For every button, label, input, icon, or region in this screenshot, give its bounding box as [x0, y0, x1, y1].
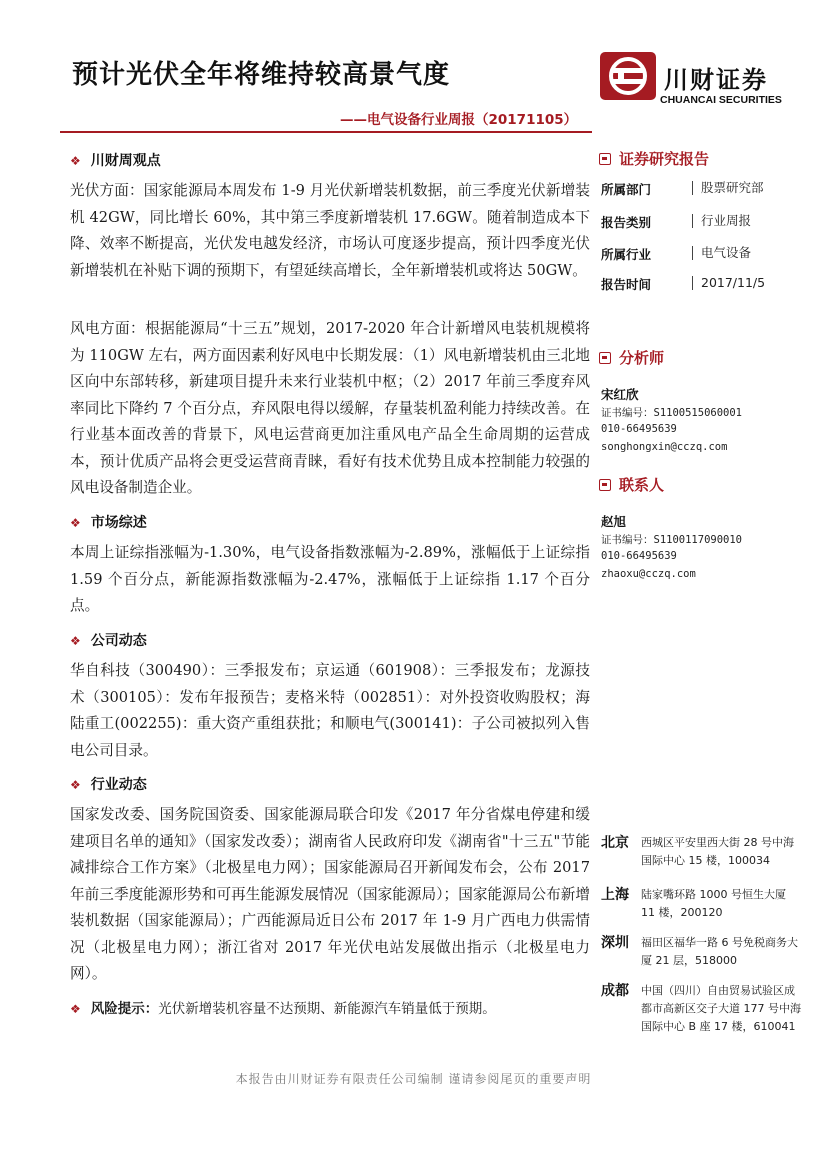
analyst-cert: 证书编号：S1100515060001: [601, 407, 743, 419]
report-title: 预计光伏全年将维持较高景气度: [72, 60, 451, 90]
analyst-email[interactable]: songhongxin@cczq.com: [601, 441, 728, 453]
meta-value: 行业周报: [692, 214, 751, 228]
contact-email[interactable]: zhaoxu@cczq.com: [601, 568, 696, 580]
footer-disclaimer: 本报告由川财证券有限责任公司编制 谨请参阅尾页的重要声明: [235, 1072, 592, 1086]
contact-cert: 证书编号：S1100117090010: [601, 534, 743, 546]
paragraph-pv: 光伏方面：国家能源局本周发布 1-9 月光伏新增装机数据，前三季度光伏新增装机 42GW，同比增长 60%，其中第三季度新增装机 17.6GW。随着制造成本下降、效率不断提高，光伏发电越发经济，市场认可度逐步提高，预计四季度光伏新增装机在补贴下调的预期下，有望延续高增长，全年新增装机或将达 50GW。: [70, 182, 590, 279]
contact-icon: [599, 479, 611, 491]
risk-warning: [70, 996, 590, 1023]
meta-value: 股票研究部: [692, 181, 764, 195]
risk-label: 风险提示：: [90, 1001, 159, 1017]
office-address: 西城区平安里西大街 28 号中海国际中心 15 楼，100034: [641, 836, 794, 867]
contact-name: 赵旭: [601, 514, 627, 529]
logo-name-en: CHUANCAI SECURITIES: [660, 94, 782, 106]
section-heading-view: ❖ 川财周观点: [70, 153, 161, 169]
paragraph-company: 华自科技（300490）：三季报发布；京运通（601908）：三季报发布；龙源技术（300105）：发布年报预告；麦格米特（002851）：对外投资收购股权；海陆重工(002255)：重大资产重组获批；和顺电气(300141)：子公司被拟列入售电公司目录。: [70, 662, 590, 759]
sidebar-heading-contact: 联系人: [599, 474, 664, 495]
paragraph-industry: 国家发改委、国务院国资委、国家能源局联合印发《2017 年分省煤电停建和缓建项目名单的通知》（国家发改委）；湖南省人民政府印发《湖南省"十三五"节能减排综合工作方案》（北极星电力网）；国家能源局召开新闻发布会，公布 2017 年前三季度能源形势和可再生能源发展情况（国家能源局）；国家能源局公布新增装机数据（国家能源局）；广西能源局近日公布 2017 年 1-9 月广西电力供需情况（北极星电力网）；浙江省对 2017 年光伏电站发展做出指示（北极星电力网）。: [70, 806, 590, 982]
risk-text: 光伏新增装机容量不达预期、新能源汽车销量低于预期。: [158, 1001, 496, 1017]
office-city: 成都: [601, 983, 629, 999]
diamond-bullet-icon: ❖: [70, 1002, 81, 1016]
analyst-name: 宋红欣: [601, 387, 639, 402]
section-heading-industry: ❖ 行业动态: [70, 777, 147, 793]
meta-value: 电气设备: [692, 246, 751, 260]
company-logo-icon: [600, 52, 656, 100]
report-icon: [599, 153, 611, 165]
diamond-bullet-icon: ❖: [70, 516, 81, 530]
logo-name-cn: 川财证券: [664, 66, 768, 94]
diamond-bullet-icon: ❖: [70, 154, 81, 168]
meta-label: 报告时间: [601, 277, 652, 292]
meta-label: 所属部门: [601, 182, 652, 197]
header-divider: [60, 131, 592, 133]
diamond-bullet-icon: ❖: [70, 634, 81, 648]
contact-phone: 010-66495639: [601, 550, 677, 562]
paragraph-wind: 风电方面：根据能源局“十三五”规划，2017-2020 年合计新增风电装机规模将为 110GW 左右，两方面因素利好风电中长期发展：（1）风电新增装机由三北地区向中东部转移，新建项目提升未来行业装机中枢；（2）2017 年前三季度弃风率同比下降约 7 个百分点，弃风限电得以缓解，存量装机盈利能力持续改善。在行业基本面改善的背景下，风电运营商更加注重风电产品全生命周期的运营成本，预计优质产品将会更受运营商青睐，看好有技术优势且成本控制能力较强的风电设备制造企业。: [70, 320, 590, 496]
meta-value: 2017/11/5: [692, 276, 765, 290]
office-address: 陆家嘴环路 1000 号恒生大厦 11 楼，200120: [641, 888, 786, 919]
section-heading-company: ❖ 公司动态: [70, 633, 147, 649]
paragraph-market: 本周上证综指涨幅为-1.30%，电气设备指数涨幅为-2.89%，涨幅低于上证综指 1.59 个百分点，新能源指数涨幅为-2.47%，涨幅低于上证综指 1.17 个百分点。: [70, 544, 590, 614]
office-address: 中国（四川）自由贸易试验区成都市高新区交子大道 177 号中海国际中心 B 座 17 楼，610041: [641, 984, 801, 1033]
meta-label: 报告类别: [601, 215, 652, 230]
analyst-phone: 010-66495639: [601, 423, 677, 435]
diamond-bullet-icon: ❖: [70, 778, 81, 792]
meta-label: 所属行业: [601, 247, 652, 262]
office-address: 福田区福华一路 6 号免税商务大厦 21 层，518000: [641, 936, 798, 967]
section-heading-market: ❖ 市场综述: [70, 515, 147, 531]
office-city: 北京: [601, 835, 629, 851]
office-city: 上海: [601, 887, 629, 903]
analyst-icon: [599, 352, 611, 364]
sidebar-heading-report: 证券研究报告: [599, 148, 709, 169]
sidebar-heading-analyst: 分析师: [599, 347, 664, 368]
report-subtitle: ——电气设备行业周报（20171105）: [340, 112, 578, 128]
office-city: 深圳: [601, 935, 629, 951]
